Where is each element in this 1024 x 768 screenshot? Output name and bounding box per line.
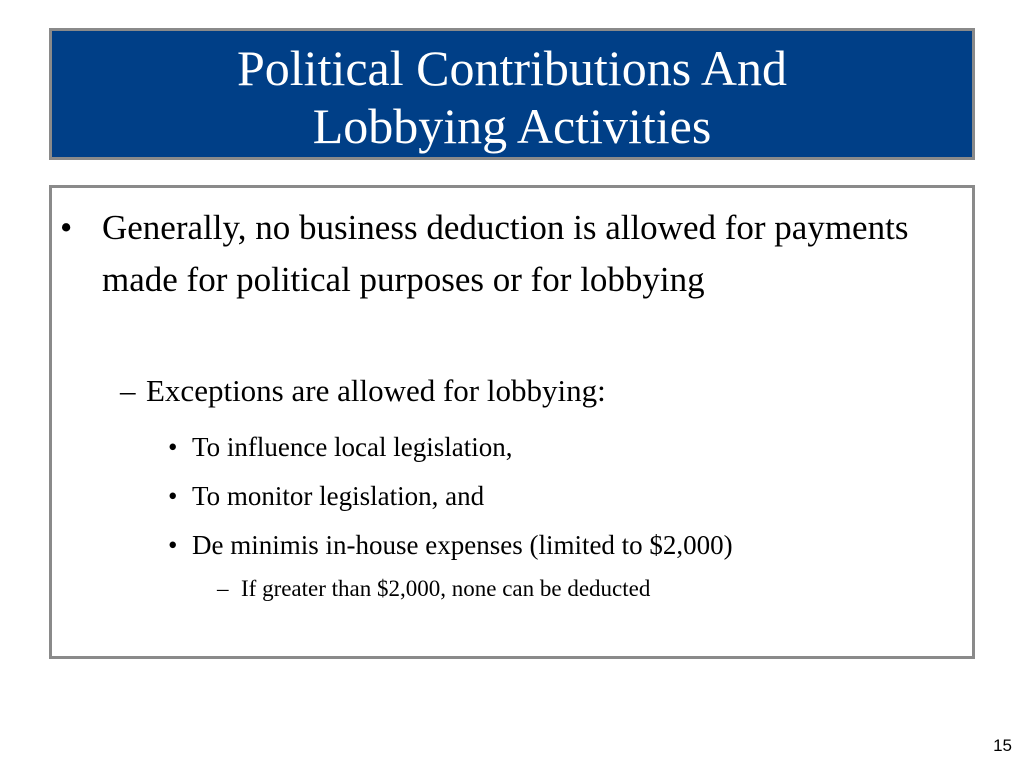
dash-marker: – <box>217 576 229 601</box>
slide-title-line-1: Political Contributions And <box>236 40 788 96</box>
bullet-marker: • <box>60 208 73 247</box>
slide-content-box <box>49 185 975 659</box>
bullet-marker: • <box>168 432 178 462</box>
slide-title-box <box>49 28 975 160</box>
bullet-text: To monitor legislation, and <box>192 481 485 511</box>
page-number: 15 <box>993 736 1012 755</box>
bullet-level-2 <box>120 369 606 413</box>
bullet-marker: • <box>168 530 178 560</box>
bullet-text: If greater than $2,000, none can be deducted <box>241 576 651 601</box>
bullet-level-3 <box>168 428 513 466</box>
bullet-level-3 <box>168 477 484 515</box>
bullet-level-4 <box>217 573 650 605</box>
slide-title-line-2: Lobbying Activities <box>312 98 712 154</box>
bullet-text: Exceptions are allowed for lobbying: <box>146 373 606 408</box>
bullet-text: De minimis in-house expenses (limited to $2,000) <box>192 530 733 560</box>
bullet-text: To influence local legislation, <box>192 432 513 462</box>
bullet-level-3 <box>168 526 733 564</box>
bullet-text: Generally, no business deduction is allowed for payments made for political purposes or for lobbying <box>102 208 909 299</box>
bullet-marker: • <box>168 481 178 511</box>
dash-marker: – <box>120 373 136 408</box>
